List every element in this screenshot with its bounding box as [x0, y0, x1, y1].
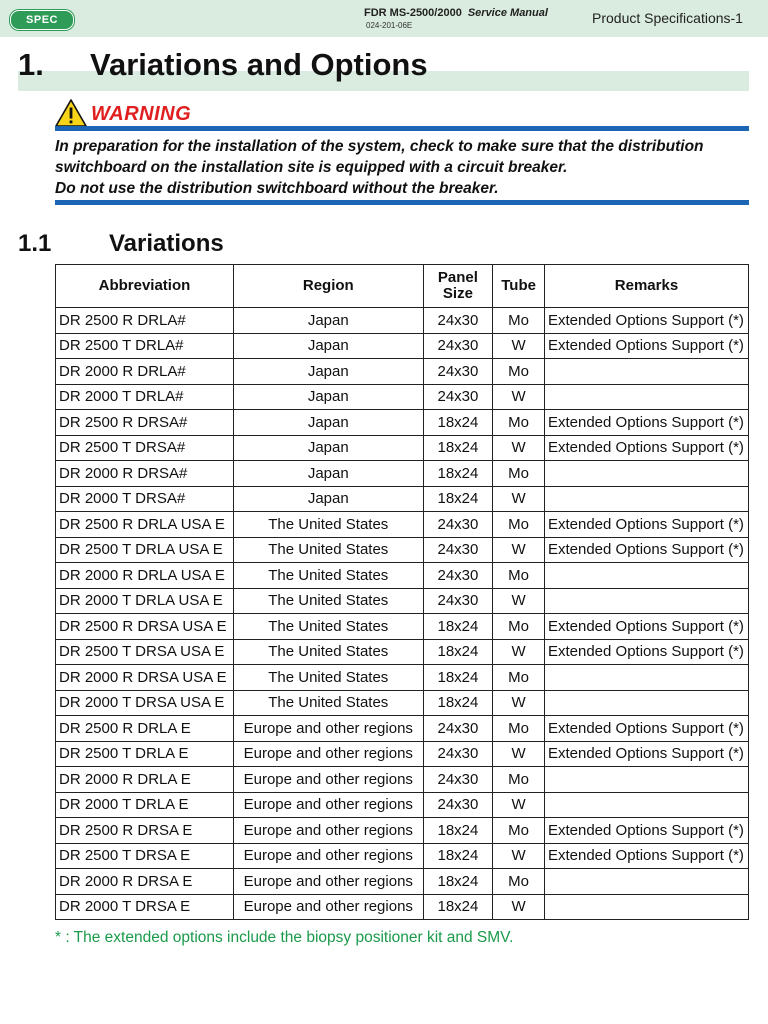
- cell-region: Japan: [233, 333, 423, 359]
- cell-panel-size: 18x24: [423, 690, 493, 716]
- cell-tube: W: [493, 843, 545, 869]
- table-row: [56, 818, 749, 844]
- cell-tube: Mo: [493, 614, 545, 640]
- section-title-number: 1.1: [18, 230, 52, 257]
- table-row: [56, 588, 749, 614]
- cell-panel-size: 24x30: [423, 563, 493, 589]
- warning-text: [55, 136, 755, 199]
- cell-remarks: Extended Options Support (*): [544, 716, 748, 742]
- cell-tube: W: [493, 639, 545, 665]
- cell-remarks: [544, 665, 748, 691]
- cell-tube: W: [493, 741, 545, 767]
- cell-abbreviation: DR 2500 R DRSA USA E: [56, 614, 234, 640]
- table-row: [56, 894, 749, 920]
- cell-remarks: [544, 588, 748, 614]
- cell-remarks: [544, 869, 748, 895]
- cell-tube: W: [493, 894, 545, 920]
- page-title-number: 1.: [18, 47, 44, 82]
- header-region: Region: [233, 265, 423, 308]
- cell-abbreviation: DR 2000 R DRSA E: [56, 869, 234, 895]
- cell-panel-size: 18x24: [423, 461, 493, 487]
- cell-remarks: [544, 690, 748, 716]
- cell-panel-size: 24x30: [423, 792, 493, 818]
- cell-region: Japan: [233, 410, 423, 436]
- cell-remarks: Extended Options Support (*): [544, 843, 748, 869]
- cell-remarks: Extended Options Support (*): [544, 614, 748, 640]
- cell-tube: Mo: [493, 410, 545, 436]
- cell-tube: Mo: [493, 308, 545, 334]
- cell-remarks: [544, 792, 748, 818]
- cell-region: The United States: [233, 512, 423, 538]
- cell-abbreviation: DR 2500 R DRLA#: [56, 308, 234, 334]
- cell-remarks: Extended Options Support (*): [544, 410, 748, 436]
- cell-panel-size: 24x30: [423, 384, 493, 410]
- cell-region: Europe and other regions: [233, 869, 423, 895]
- cell-remarks: [544, 894, 748, 920]
- cell-abbreviation: DR 2500 R DRSA E: [56, 818, 234, 844]
- page-title: [18, 47, 428, 83]
- cell-abbreviation: DR 2500 T DRSA E: [56, 843, 234, 869]
- table-row: [56, 537, 749, 563]
- cell-region: The United States: [233, 588, 423, 614]
- cell-abbreviation: DR 2000 T DRLA E: [56, 792, 234, 818]
- cell-region: Europe and other regions: [233, 741, 423, 767]
- cell-region: Japan: [233, 359, 423, 385]
- cell-panel-size: 18x24: [423, 435, 493, 461]
- cell-region: Europe and other regions: [233, 767, 423, 793]
- spec-badge: SPEC: [10, 10, 74, 30]
- cell-abbreviation: DR 2000 T DRSA E: [56, 894, 234, 920]
- cell-abbreviation: DR 2000 T DRSA USA E: [56, 690, 234, 716]
- cell-region: The United States: [233, 690, 423, 716]
- cell-region: Europe and other regions: [233, 716, 423, 742]
- table-row: [56, 741, 749, 767]
- cell-tube: W: [493, 333, 545, 359]
- cell-remarks: Extended Options Support (*): [544, 435, 748, 461]
- warning-top-rule: [55, 126, 749, 131]
- manual-title: [364, 7, 548, 19]
- cell-panel-size: 24x30: [423, 308, 493, 334]
- cell-remarks: Extended Options Support (*): [544, 308, 748, 334]
- cell-panel-size: 24x30: [423, 588, 493, 614]
- table-row: [56, 486, 749, 512]
- cell-tube: W: [493, 690, 545, 716]
- cell-abbreviation: DR 2000 R DRLA E: [56, 767, 234, 793]
- warning-title: WARNING: [91, 103, 192, 125]
- cell-remarks: Extended Options Support (*): [544, 512, 748, 538]
- cell-panel-size: 18x24: [423, 410, 493, 436]
- manual-model: FDR MS-2500/2000: [364, 7, 462, 19]
- cell-remarks: Extended Options Support (*): [544, 333, 748, 359]
- table-row: [56, 359, 749, 385]
- warning-bottom-rule: [55, 200, 749, 205]
- manual-code: 024-201-06E: [366, 21, 413, 30]
- cell-region: Japan: [233, 435, 423, 461]
- table-row: [56, 461, 749, 487]
- cell-abbreviation: DR 2500 R DRSA#: [56, 410, 234, 436]
- table-row: [56, 435, 749, 461]
- cell-abbreviation: DR 2000 R DRLA USA E: [56, 563, 234, 589]
- cell-abbreviation: DR 2000 T DRSA#: [56, 486, 234, 512]
- table-header-row: [56, 265, 749, 308]
- cell-remarks: [544, 563, 748, 589]
- table-row: [56, 308, 749, 334]
- warning-line-1: In preparation for the installation of the system, check to make sure that the distribution switchboard on the installation site is equipped with a circuit breaker.: [55, 138, 704, 176]
- cell-abbreviation: DR 2000 T DRLA#: [56, 384, 234, 410]
- warning-line-2: Do not use the distribution switchboard without the breaker.: [55, 180, 499, 197]
- cell-remarks: [544, 359, 748, 385]
- cell-panel-size: 18x24: [423, 639, 493, 665]
- cell-remarks: Extended Options Support (*): [544, 639, 748, 665]
- cell-region: Japan: [233, 461, 423, 487]
- cell-panel-size: 24x30: [423, 767, 493, 793]
- cell-tube: W: [493, 588, 545, 614]
- cell-tube: Mo: [493, 461, 545, 487]
- table-row: [56, 843, 749, 869]
- cell-region: Europe and other regions: [233, 818, 423, 844]
- table-row: [56, 716, 749, 742]
- cell-region: The United States: [233, 614, 423, 640]
- header-tube: Tube: [493, 265, 545, 308]
- cell-remarks: [544, 384, 748, 410]
- cell-abbreviation: DR 2500 T DRLA#: [56, 333, 234, 359]
- cell-panel-size: 18x24: [423, 869, 493, 895]
- variations-table: [55, 264, 749, 920]
- table-row: [56, 333, 749, 359]
- cell-abbreviation: DR 2000 R DRLA#: [56, 359, 234, 385]
- cell-remarks: [544, 461, 748, 487]
- cell-remarks: Extended Options Support (*): [544, 818, 748, 844]
- cell-panel-size: 24x30: [423, 537, 493, 563]
- cell-region: The United States: [233, 665, 423, 691]
- cell-abbreviation: DR 2000 R DRSA USA E: [56, 665, 234, 691]
- footnote: * : The extended options include the biopsy positioner kit and SMV.: [55, 929, 514, 946]
- cell-region: Japan: [233, 486, 423, 512]
- cell-panel-size: 18x24: [423, 894, 493, 920]
- cell-region: The United States: [233, 537, 423, 563]
- cell-panel-size: 24x30: [423, 359, 493, 385]
- table-row: [56, 690, 749, 716]
- cell-tube: Mo: [493, 767, 545, 793]
- header-panel-size: Panel Size: [423, 265, 493, 308]
- cell-tube: W: [493, 384, 545, 410]
- cell-tube: Mo: [493, 359, 545, 385]
- cell-abbreviation: DR 2500 T DRLA USA E: [56, 537, 234, 563]
- cell-region: Japan: [233, 384, 423, 410]
- cell-tube: Mo: [493, 512, 545, 538]
- table-row: [56, 563, 749, 589]
- cell-abbreviation: DR 2000 R DRSA#: [56, 461, 234, 487]
- cell-region: Japan: [233, 308, 423, 334]
- warning-icon: [55, 99, 87, 127]
- cell-remarks: Extended Options Support (*): [544, 537, 748, 563]
- cell-region: Europe and other regions: [233, 792, 423, 818]
- page-title-text: Variations and Options: [90, 47, 428, 82]
- cell-panel-size: 18x24: [423, 665, 493, 691]
- table-row: [56, 665, 749, 691]
- section-title-text: Variations: [109, 230, 224, 257]
- header-remarks: Remarks: [544, 265, 748, 308]
- table-row: [56, 639, 749, 665]
- table-row: [56, 792, 749, 818]
- cell-abbreviation: DR 2500 T DRLA E: [56, 741, 234, 767]
- cell-tube: Mo: [493, 716, 545, 742]
- cell-region: Europe and other regions: [233, 894, 423, 920]
- cell-remarks: [544, 486, 748, 512]
- table-row: [56, 767, 749, 793]
- table-row: [56, 384, 749, 410]
- cell-panel-size: 18x24: [423, 486, 493, 512]
- cell-abbreviation: DR 2000 T DRLA USA E: [56, 588, 234, 614]
- cell-remarks: Extended Options Support (*): [544, 741, 748, 767]
- table-body: [56, 308, 749, 920]
- table-row: [56, 512, 749, 538]
- cell-region: The United States: [233, 639, 423, 665]
- table-row: [56, 410, 749, 436]
- table-row: [56, 614, 749, 640]
- cell-tube: Mo: [493, 818, 545, 844]
- cell-tube: W: [493, 537, 545, 563]
- cell-panel-size: 18x24: [423, 614, 493, 640]
- cell-tube: W: [493, 435, 545, 461]
- cell-abbreviation: DR 2500 T DRSA USA E: [56, 639, 234, 665]
- cell-panel-size: 24x30: [423, 741, 493, 767]
- cell-tube: Mo: [493, 869, 545, 895]
- cell-abbreviation: DR 2500 R DRLA USA E: [56, 512, 234, 538]
- cell-tube: Mo: [493, 665, 545, 691]
- cell-remarks: [544, 767, 748, 793]
- cell-region: The United States: [233, 563, 423, 589]
- cell-abbreviation: DR 2500 R DRLA E: [56, 716, 234, 742]
- cell-panel-size: 18x24: [423, 818, 493, 844]
- cell-panel-size: 24x30: [423, 716, 493, 742]
- cell-abbreviation: DR 2500 T DRSA#: [56, 435, 234, 461]
- cell-tube: W: [493, 792, 545, 818]
- manual-type: Service Manual: [467, 7, 548, 19]
- header-abbreviation: Abbreviation: [56, 265, 234, 308]
- cell-region: Europe and other regions: [233, 843, 423, 869]
- cell-tube: W: [493, 486, 545, 512]
- section-label: Product Specifications-1: [592, 10, 743, 26]
- cell-panel-size: 24x30: [423, 512, 493, 538]
- cell-panel-size: 24x30: [423, 333, 493, 359]
- table-row: [56, 869, 749, 895]
- cell-tube: Mo: [493, 563, 545, 589]
- cell-panel-size: 18x24: [423, 843, 493, 869]
- section-title: [18, 230, 224, 258]
